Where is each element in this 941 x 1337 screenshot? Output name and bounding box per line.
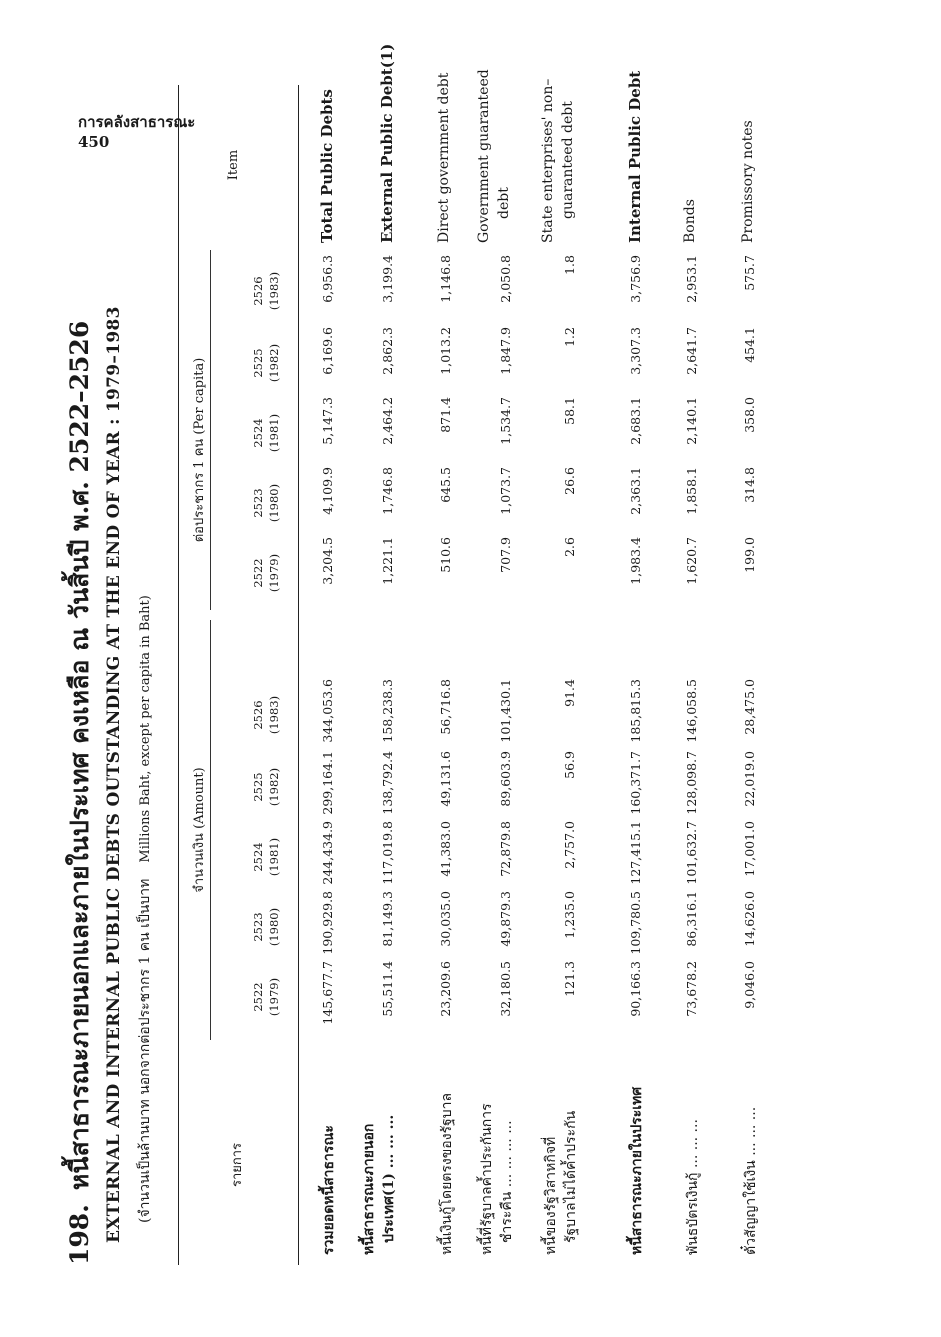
year-en: (1983) bbox=[267, 695, 281, 735]
per-capita-cell: 2,363.1 bbox=[628, 467, 643, 515]
year-th: 2526 bbox=[251, 276, 265, 306]
amount-cell: 81,149.3 bbox=[380, 891, 395, 947]
year-th: 2524 bbox=[251, 842, 265, 872]
row-label-en: Total Public Debts bbox=[318, 89, 336, 243]
amount-cell: 23,209.6 bbox=[438, 961, 453, 1017]
amount-cell: 56.9 bbox=[562, 751, 577, 779]
amount-cell: 55,511.4 bbox=[380, 961, 395, 1017]
row-label-en: External Public Debt(1) bbox=[378, 43, 396, 243]
year-en: (1982) bbox=[267, 767, 281, 807]
year-en: (1981) bbox=[267, 413, 281, 453]
amount-cell: 158,238.3 bbox=[380, 679, 395, 743]
row-label-th: ตั๋วสัญญาใช้เงิน ... ... ... bbox=[743, 1106, 759, 1255]
unit-note-th: (จำนวนเป็นล้านบาท นอกจากต่อประชากร 1 คน เป็นบาท bbox=[137, 878, 153, 1223]
per-capita-year-2 bbox=[250, 401, 282, 465]
per-capita-cell: 1,146.8 bbox=[438, 255, 453, 303]
amount-cell: 146,058.5 bbox=[684, 679, 699, 743]
amount-cell: 344,053.6 bbox=[320, 679, 335, 743]
per-capita-cell: 2,050.8 bbox=[498, 255, 513, 303]
amount-cell: 160,371.7 bbox=[628, 751, 643, 815]
amount-cell: 73,678.2 bbox=[684, 961, 699, 1017]
per-capita-cell: 2,953.1 bbox=[684, 255, 699, 303]
per-capita-cell: 2,641.7 bbox=[684, 327, 699, 375]
amount-cell: 72,879.8 bbox=[498, 821, 513, 877]
amount-year-4 bbox=[250, 683, 282, 747]
per-capita-group-rule bbox=[210, 250, 211, 610]
per-capita-cell: 645.5 bbox=[438, 467, 453, 503]
per-capita-cell: 1,858.1 bbox=[684, 467, 699, 515]
per-capita-cell: 1,073.7 bbox=[498, 467, 513, 515]
unit-note-en: Millions Baht, except per capita in Baht) bbox=[138, 595, 153, 863]
row-label-th: รวมยอดหนี้สาธารณะ bbox=[321, 1125, 337, 1255]
row-label-en: Government guaranteed bbox=[476, 69, 492, 243]
row-label-en: Promissory notes bbox=[740, 120, 756, 243]
amount-cell: 90,166.3 bbox=[628, 961, 643, 1017]
amount-cell: 145,677.7 bbox=[320, 961, 335, 1025]
per-capita-cell: 1,847.9 bbox=[498, 327, 513, 375]
year-th: 2525 bbox=[251, 348, 265, 378]
year-th: 2523 bbox=[251, 912, 265, 942]
amount-cell: 127,415.1 bbox=[628, 821, 643, 885]
amount-cell: 89,603.9 bbox=[498, 751, 513, 807]
section-title: การคลังสาธารณะ bbox=[78, 113, 196, 131]
col-item-th: รายการ bbox=[230, 1142, 245, 1188]
table-title-th-text: หนี้สาธารณะภายนอกและภายในประเทศ คงเหลือ ณ วันสิ้นปี พ.ศ. 2522–2526 bbox=[65, 320, 94, 1191]
amount-cell: 32,180.5 bbox=[498, 961, 513, 1017]
year-th: 2523 bbox=[251, 488, 265, 518]
per-capita-cell: 3,307.3 bbox=[628, 327, 643, 375]
per-capita-cell: 314.8 bbox=[742, 467, 757, 503]
amount-cell: 190,929.8 bbox=[320, 891, 335, 955]
per-capita-cell: 26.6 bbox=[562, 467, 577, 495]
row-label-en: State enterprises' non– bbox=[540, 78, 556, 243]
header-bottom-rule bbox=[298, 85, 299, 1265]
year-th: 2526 bbox=[251, 700, 265, 730]
per-capita-cell: 1.2 bbox=[562, 327, 577, 347]
amount-year-0 bbox=[250, 965, 282, 1029]
group-amount-header: จำนวนเงิน (Amount) bbox=[192, 767, 207, 893]
amount-cell: 2,757.0 bbox=[562, 821, 577, 869]
table-title-th bbox=[60, 321, 100, 1265]
amount-year-2 bbox=[250, 825, 282, 889]
per-capita-year-4 bbox=[250, 259, 282, 323]
per-capita-cell: 1,221.1 bbox=[380, 537, 395, 585]
amount-cell: 41,383.0 bbox=[438, 821, 453, 877]
group-per-capita-header: ต่อประชากร 1 คน (Per capita) bbox=[192, 357, 207, 543]
per-capita-cell: 358.0 bbox=[742, 397, 757, 433]
amount-year-1 bbox=[250, 895, 282, 959]
table-title-en: EXTERNAL AND INTERNAL PUBLIC DEBTS OUTSTANDING AT THE END OF YEAR : 1979–1983 bbox=[104, 306, 124, 1243]
amount-cell: 299,164.1 bbox=[320, 751, 335, 815]
per-capita-cell: 1.8 bbox=[562, 255, 577, 275]
amount-cell: 56,716.8 bbox=[438, 679, 453, 735]
per-capita-cell: 4,109.9 bbox=[320, 467, 335, 515]
year-en: (1982) bbox=[267, 343, 281, 383]
amount-cell: 17,001.0 bbox=[742, 821, 757, 877]
row-label-en: Bonds bbox=[682, 199, 698, 243]
amount-cell: 128,098.7 bbox=[684, 751, 699, 815]
row-label-th: หนี้สาธารณะภายในประเทศ bbox=[629, 1086, 645, 1255]
amount-cell: 49,131.6 bbox=[438, 751, 453, 807]
row-label-th-cont: รัฐบาลไม่ได้ค้ำประกัน bbox=[563, 1110, 579, 1243]
row-label-th: หนี้เงินกู้โดยตรงของรัฐบาล bbox=[439, 1092, 455, 1255]
amount-cell: 14,626.0 bbox=[742, 891, 757, 947]
per-capita-cell: 6,169.6 bbox=[320, 327, 335, 375]
amount-cell: 30,035.0 bbox=[438, 891, 453, 947]
per-capita-cell: 575.7 bbox=[742, 255, 757, 291]
amount-cell: 185,815.3 bbox=[628, 679, 643, 743]
year-en: (1979) bbox=[267, 553, 281, 593]
year-th: 2525 bbox=[251, 772, 265, 802]
per-capita-cell: 1,620.7 bbox=[684, 537, 699, 585]
amount-cell: 22,019.0 bbox=[742, 751, 757, 807]
rotated-table bbox=[60, 43, 780, 1265]
per-capita-cell: 454.1 bbox=[742, 327, 757, 363]
amount-cell: 117,019.8 bbox=[380, 821, 395, 885]
amount-group-rule bbox=[210, 620, 211, 1040]
row-label-en-cont: guaranteed debt bbox=[560, 101, 576, 219]
row-label-th-cont: ประเทศ(1) ... ... ... bbox=[381, 1114, 397, 1243]
amount-year-3 bbox=[250, 755, 282, 819]
row-label-en: Direct government debt bbox=[436, 72, 452, 243]
year-en: (1983) bbox=[267, 271, 281, 311]
amount-cell: 86,316.1 bbox=[684, 891, 699, 947]
amount-cell: 244,434.9 bbox=[320, 821, 335, 885]
col-item-en: Item bbox=[226, 149, 241, 181]
per-capita-cell: 1,534.7 bbox=[498, 397, 513, 445]
row-label-th: หนี้ของรัฐวิสาหกิจที่ bbox=[543, 1136, 559, 1255]
amount-cell: 121.3 bbox=[562, 961, 577, 997]
per-capita-year-1 bbox=[250, 471, 282, 535]
per-capita-cell: 2,140.1 bbox=[684, 397, 699, 445]
per-capita-cell: 2,683.1 bbox=[628, 397, 643, 445]
per-capita-cell: 510.6 bbox=[438, 537, 453, 573]
year-th: 2524 bbox=[251, 418, 265, 448]
per-capita-cell: 3,204.5 bbox=[320, 537, 335, 585]
per-capita-cell: 199.0 bbox=[742, 537, 757, 573]
row-label-th-cont: ชำระคืน ... ... ... ... bbox=[499, 1120, 515, 1243]
year-en: (1980) bbox=[267, 907, 281, 947]
per-capita-cell: 58.1 bbox=[562, 397, 577, 425]
table-unit-note bbox=[134, 595, 156, 1223]
year-en: (1980) bbox=[267, 483, 281, 523]
amount-cell: 91.4 bbox=[562, 679, 577, 707]
per-capita-cell: 871.4 bbox=[438, 397, 453, 433]
per-capita-cell: 2,862.3 bbox=[380, 327, 395, 375]
amount-cell: 101,632.7 bbox=[684, 821, 699, 885]
year-en: (1979) bbox=[267, 977, 281, 1017]
amount-cell: 1,235.0 bbox=[562, 891, 577, 939]
per-capita-cell: 1,746.8 bbox=[380, 467, 395, 515]
per-capita-cell: 707.9 bbox=[498, 537, 513, 573]
per-capita-cell: 2.6 bbox=[562, 537, 577, 557]
top-rule bbox=[178, 85, 179, 1265]
row-label-th: หนี้ที่รัฐบาลค้ำประกันการ bbox=[479, 1103, 495, 1255]
amount-cell: 9,046.0 bbox=[742, 961, 757, 1009]
amount-cell: 138,792.4 bbox=[380, 751, 395, 815]
row-label-en-cont: debt bbox=[496, 187, 512, 219]
per-capita-cell: 3,756.9 bbox=[628, 255, 643, 303]
year-en: (1981) bbox=[267, 837, 281, 877]
row-label-en: Internal Public Debt bbox=[626, 70, 644, 243]
table-title-block bbox=[60, 85, 170, 1265]
per-capita-year-3 bbox=[250, 331, 282, 395]
amount-cell: 101,430.1 bbox=[498, 679, 513, 743]
per-capita-cell: 6,956.3 bbox=[320, 255, 335, 303]
table-number: 198. bbox=[65, 1204, 94, 1265]
amount-cell: 28,475.0 bbox=[742, 679, 757, 735]
amount-cell: 109,780.5 bbox=[628, 891, 643, 955]
year-th: 2522 bbox=[251, 558, 265, 588]
per-capita-cell: 5,147.3 bbox=[320, 397, 335, 445]
per-capita-cell: 3,199.4 bbox=[380, 255, 395, 303]
per-capita-cell: 1,013.2 bbox=[438, 327, 453, 375]
amount-cell: 49,879.3 bbox=[498, 891, 513, 947]
page-number: 450 bbox=[78, 133, 110, 151]
per-capita-cell: 2,464.2 bbox=[380, 397, 395, 445]
year-th: 2522 bbox=[251, 982, 265, 1012]
per-capita-year-0 bbox=[250, 541, 282, 605]
row-label-th: พันธบัตรเงินกู้ ... ... ... bbox=[685, 1119, 701, 1255]
per-capita-cell: 1,983.4 bbox=[628, 537, 643, 585]
row-label-th: หนี้สาธารณะภายนอก bbox=[361, 1123, 377, 1255]
